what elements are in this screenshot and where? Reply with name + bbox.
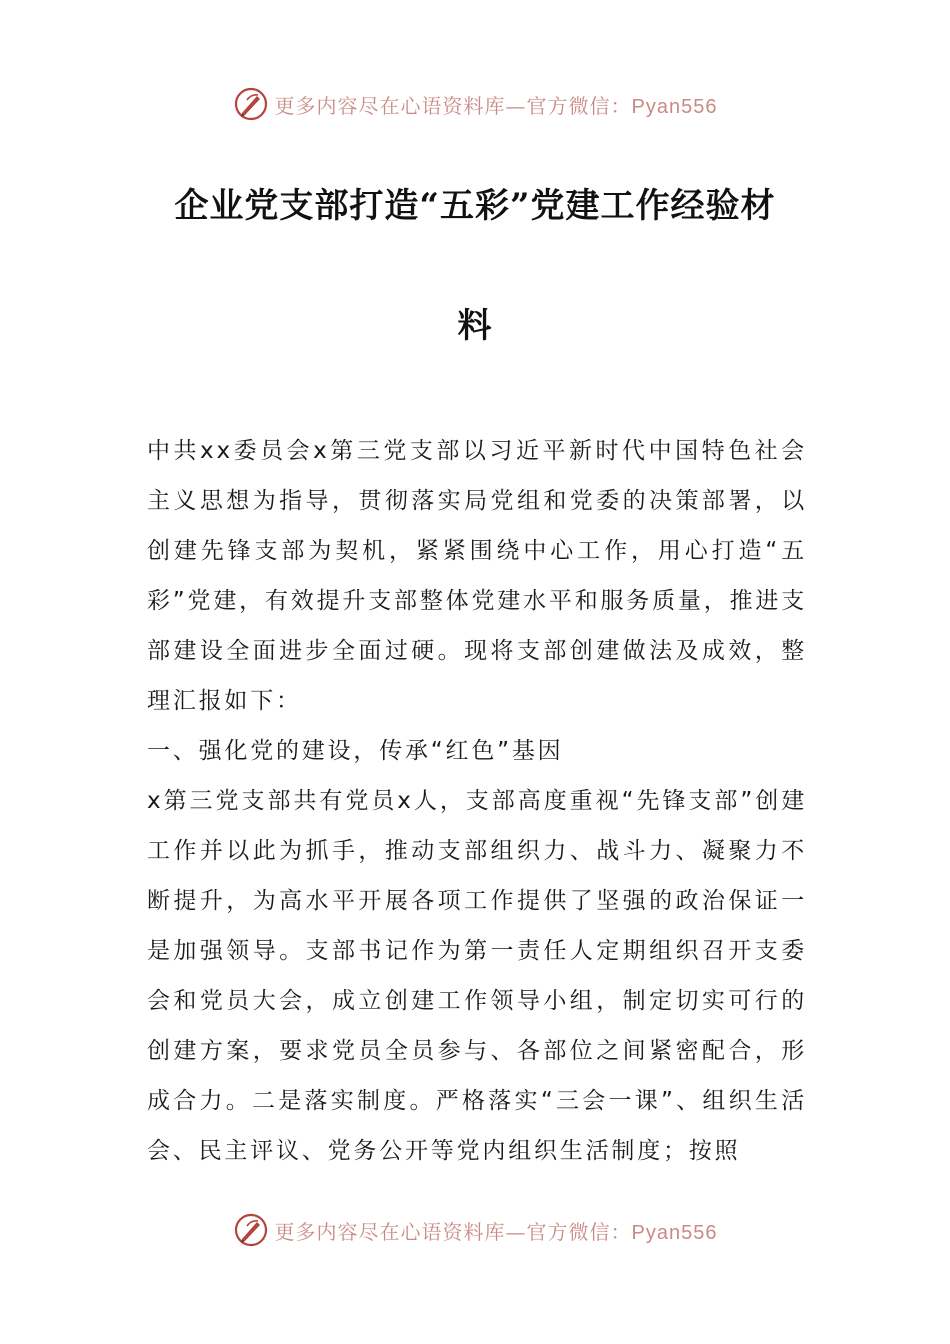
- paragraph-section-1: x第三党支部共有党员x人，支部高度重视“先锋支部”创建工作并以此为抓手，推动支部组织力、战斗力、凝聚力不断提升，为高水平开展各项工作提供了坚强的政治保证一是加强领导。支部书记作为第一责任人定期组织召开支委会和党员大会，成立创建工作领导小组，制定切实可行的创建方案，要求党员全员参与、各部位之间紧密配合，形成合力。二是落实制度。严格落实“三会一课”、组织生活会、民主评议、党务公开等党内组织生活制度；按照: [147, 788, 807, 1164]
- watermark-label: 更多内容尽在心语资料库—官方微信：: [274, 1219, 632, 1244]
- watermark-text: [275, 1216, 718, 1245]
- watermark-footer: [0, 1208, 950, 1252]
- watermark-label: 更多内容尽在心语资料库—官方微信：: [274, 93, 632, 118]
- document-title-line-1: 企业党支部打造“五彩”党建工作经验材: [174, 186, 776, 226]
- watermark-wechat-id: Pyan556: [631, 1221, 718, 1244]
- section-heading-1: 一、强化党的建设，传承“红色”基因: [147, 738, 564, 764]
- watermark-wechat-id: Pyan556: [631, 95, 718, 118]
- pen-logo-icon: [233, 1212, 269, 1248]
- watermark-text: [275, 90, 718, 119]
- document-title-line-2: 料: [457, 306, 493, 346]
- paragraph-intro: 中共xx委员会x第三党支部以习近平新时代中国特色社会主义思想为指导，贯彻落实局党组和党委的决策部署，以创建先锋支部为契机，紧紧围绕中心工作，用心打造“五彩”党建，有效提升支部整体党建水平和服务质量，推进支部建设全面进步全面过硬。现将支部创建做法及成效，整理汇报如下：: [147, 438, 807, 714]
- document-body: [147, 426, 807, 1176]
- pen-logo-icon: [233, 86, 269, 122]
- watermark-header: [0, 82, 950, 126]
